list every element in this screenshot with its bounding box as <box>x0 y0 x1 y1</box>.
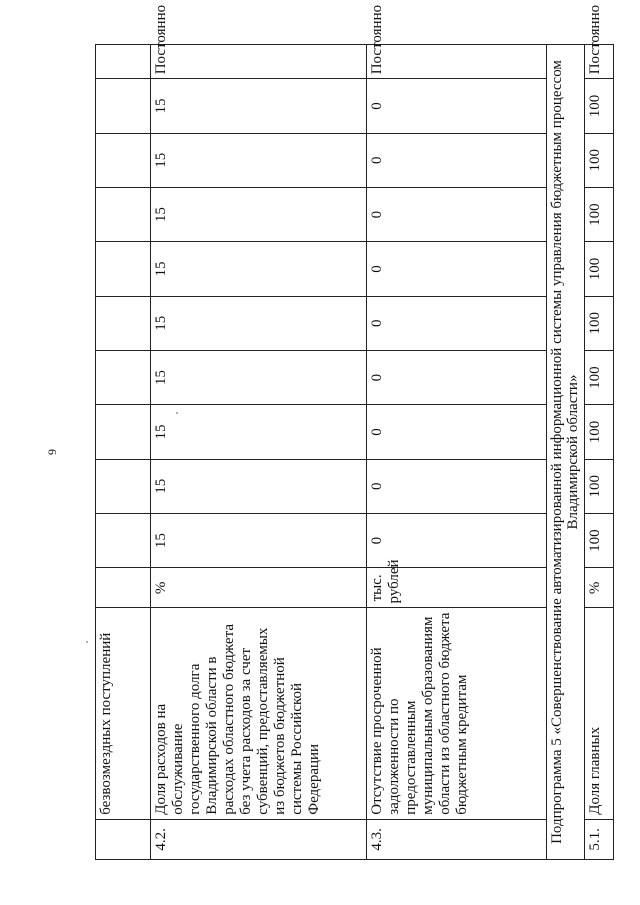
value-cell: 15 <box>151 350 367 404</box>
value-cell: 100 <box>585 133 614 187</box>
value-cell: 0 <box>367 187 547 241</box>
value-cell <box>96 187 151 241</box>
unit-cell <box>96 568 151 608</box>
subprogram-title: Подпрограмма 5 «Совершенствование автоматизированной информационной системы управления бюджетным процессом Владимирской области» <box>547 45 585 860</box>
value-cell <box>96 296 151 350</box>
value-cell: 100 <box>585 79 614 133</box>
remark-cell: Постоянно <box>151 45 367 79</box>
value-cell <box>96 513 151 567</box>
indicators-table <box>95 4 614 860</box>
value-cell: 0 <box>367 242 547 296</box>
table-row <box>151 45 367 860</box>
value-cell: 100 <box>585 459 614 513</box>
indicator-name-cell: Доля расходов на обслуживание государственного долга Владимирской области в расходах областного бюджета без учета расходов за счет субвенций, предоставляемых из бюджетов бюджетной системы Российской Федерации <box>151 608 367 819</box>
value-cell: 15 <box>151 513 367 567</box>
unit-cell: тыс. рублей <box>367 568 547 608</box>
unit-cell: % <box>585 568 614 608</box>
value-cell: 0 <box>367 459 547 513</box>
value-cell: 100 <box>585 242 614 296</box>
row-number-cell: 4.2. <box>151 819 367 859</box>
value-cell <box>96 133 151 187</box>
value-cell: 0 <box>367 296 547 350</box>
value-cell: 0 <box>367 350 547 404</box>
value-cell <box>96 405 151 459</box>
value-cell <box>96 350 151 404</box>
value-cell: 15 <box>151 296 367 350</box>
indicators-table-rotated <box>95 4 613 860</box>
value-cell: 0 <box>367 405 547 459</box>
value-cell: 100 <box>585 513 614 567</box>
value-cell: 0 <box>367 133 547 187</box>
value-cell: 100 <box>585 296 614 350</box>
row-number-cell: 5.1. <box>585 819 614 859</box>
value-cell <box>96 79 151 133</box>
scan-speck <box>86 641 88 643</box>
indicator-name-cell: Отсутствие просроченной задолженности по предоставленным муниципальным образованиям области из областного бюджета бюджетным кредитам <box>367 608 547 819</box>
table-row <box>367 45 547 860</box>
value-cell: 0 <box>367 513 547 567</box>
remark-cell: Постоянно <box>585 45 614 79</box>
value-cell <box>96 242 151 296</box>
value-cell: 15 <box>151 187 367 241</box>
table-row <box>96 45 151 860</box>
value-cell: 0 <box>367 79 547 133</box>
value-cell: 100 <box>585 405 614 459</box>
indicator-name-cell: безвозмездных поступлений <box>96 608 151 819</box>
row-number-cell <box>96 819 151 859</box>
page-number: 9 <box>45 449 59 455</box>
value-cell <box>96 459 151 513</box>
unit-cell: % <box>151 568 367 608</box>
row-number-cell: 4.3. <box>367 819 547 859</box>
remark-cell <box>96 45 151 79</box>
table-row <box>585 45 614 860</box>
value-cell: 100 <box>585 350 614 404</box>
indicator-name-cell: Доля главных <box>585 608 614 819</box>
subprogram-row <box>547 45 585 860</box>
value-cell: 15 <box>151 79 367 133</box>
value-cell: 15 <box>151 459 367 513</box>
value-cell: 15 <box>151 242 367 296</box>
remark-cell: Постоянно <box>367 45 547 79</box>
value-cell: 100 <box>585 187 614 241</box>
value-cell: 15 <box>151 405 367 459</box>
value-cell: 15 <box>151 133 367 187</box>
